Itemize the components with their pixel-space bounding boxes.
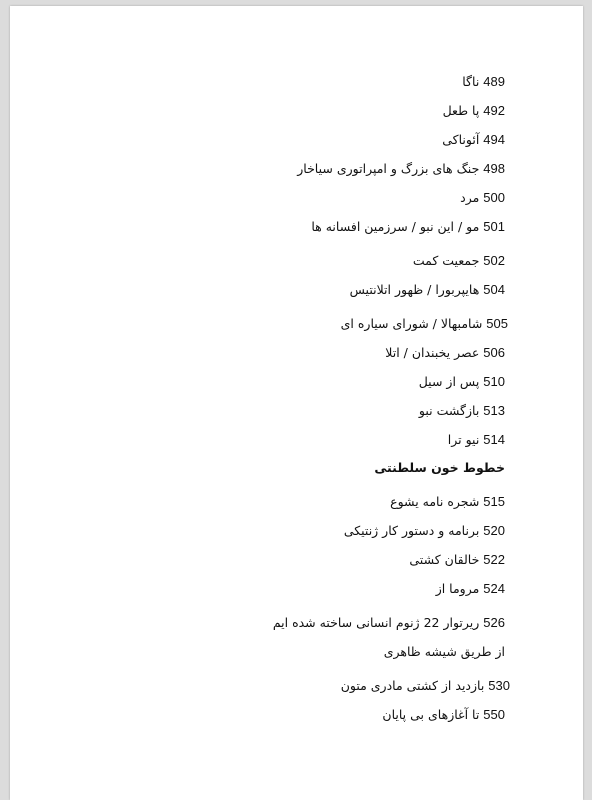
entry-title: هایپربورا / ظهور اتلانتیس — [349, 282, 480, 297]
page-number: 524 — [483, 581, 505, 596]
page-number: 526 — [483, 615, 505, 630]
page-number: 514 — [483, 432, 505, 447]
entry-title: مرد — [460, 190, 480, 205]
page-number: 500 — [483, 190, 505, 205]
entry-title: پس از سیل — [418, 374, 480, 389]
entry-title: بازگشت نبو — [418, 403, 480, 418]
page-number: 494 — [483, 132, 505, 147]
entry-title: ناگا — [462, 74, 480, 89]
page-number: 513 — [483, 403, 505, 418]
page-number: 492 — [483, 103, 505, 118]
toc-entry-504 — [350, 282, 505, 298]
page-number: 515 — [483, 494, 505, 509]
page-number: 505 — [486, 316, 508, 331]
page-number: 502 — [483, 253, 505, 268]
page-number: 498 — [483, 161, 505, 176]
page-number: 520 — [483, 523, 505, 538]
entry-title: برنامه و دستور کار ژنتیکی — [343, 523, 480, 538]
toc-entry-513 — [419, 403, 505, 419]
toc-entry-522 — [409, 552, 505, 568]
toc-entry-526 — [273, 615, 505, 631]
toc-entry-514 — [448, 432, 505, 448]
toc-entry-494 — [442, 132, 505, 148]
toc-entry-502 — [413, 253, 505, 269]
entry-title: بازدید از کشتی مادری متون — [340, 678, 485, 693]
entry-title: نیو ترا — [447, 432, 480, 447]
toc-entry-500 — [460, 190, 505, 206]
toc-entry-510 — [419, 374, 505, 390]
page-number: 510 — [483, 374, 505, 389]
entry-title: آئوناکی — [442, 132, 480, 147]
toc-entry-505 — [341, 316, 508, 332]
entry-title: مروما از — [435, 581, 480, 596]
entry-title: شجره نامه یشوع — [390, 494, 480, 509]
page-number: 530 — [488, 678, 510, 693]
toc-entry-550 — [382, 707, 505, 723]
table-of-contents — [10, 6, 583, 800]
page-number: 550 — [483, 707, 505, 722]
toc-entry-501 — [311, 219, 505, 235]
entry-title: عصر یخبندان / اتلا — [385, 345, 480, 360]
section-heading: خطوط خون سلطنتی — [374, 460, 505, 475]
page-number: 506 — [483, 345, 505, 360]
entry-title: خالقان کشتی — [409, 552, 480, 567]
entry-title: جمعیت کمت — [412, 253, 480, 268]
entry-title: شامبهالا / شورای سیاره ای — [340, 316, 483, 331]
entry-title: ریرتوار 22 ژنوم انسانی ساخته شده ایم — [272, 615, 480, 630]
toc-entry-498 — [297, 161, 505, 177]
page-number: 504 — [483, 282, 505, 297]
entry-title: پا طعل — [442, 103, 480, 118]
page-number: 522 — [483, 552, 505, 567]
page-number: 489 — [483, 74, 505, 89]
entry-title: تا آغازهای بی پایان — [382, 707, 480, 722]
toc-entry-530 — [341, 678, 510, 694]
entry-title: جنگ های بزرگ و امپراتوری سیاخار — [297, 161, 480, 176]
toc-entry-524 — [436, 581, 505, 597]
page-number: 501 — [483, 219, 505, 234]
toc-entry-515 — [390, 494, 505, 510]
toc-entry-506 — [385, 345, 505, 361]
entry-title: مو / این نبو / سرزمین افسانه ها — [311, 219, 480, 234]
toc-entry-492 — [443, 103, 505, 119]
toc-entry-489 — [462, 74, 505, 90]
document-page — [10, 6, 583, 800]
entry-continuation: از طریق شیشه ظاهری — [383, 644, 505, 659]
toc-entry-520 — [344, 523, 505, 539]
